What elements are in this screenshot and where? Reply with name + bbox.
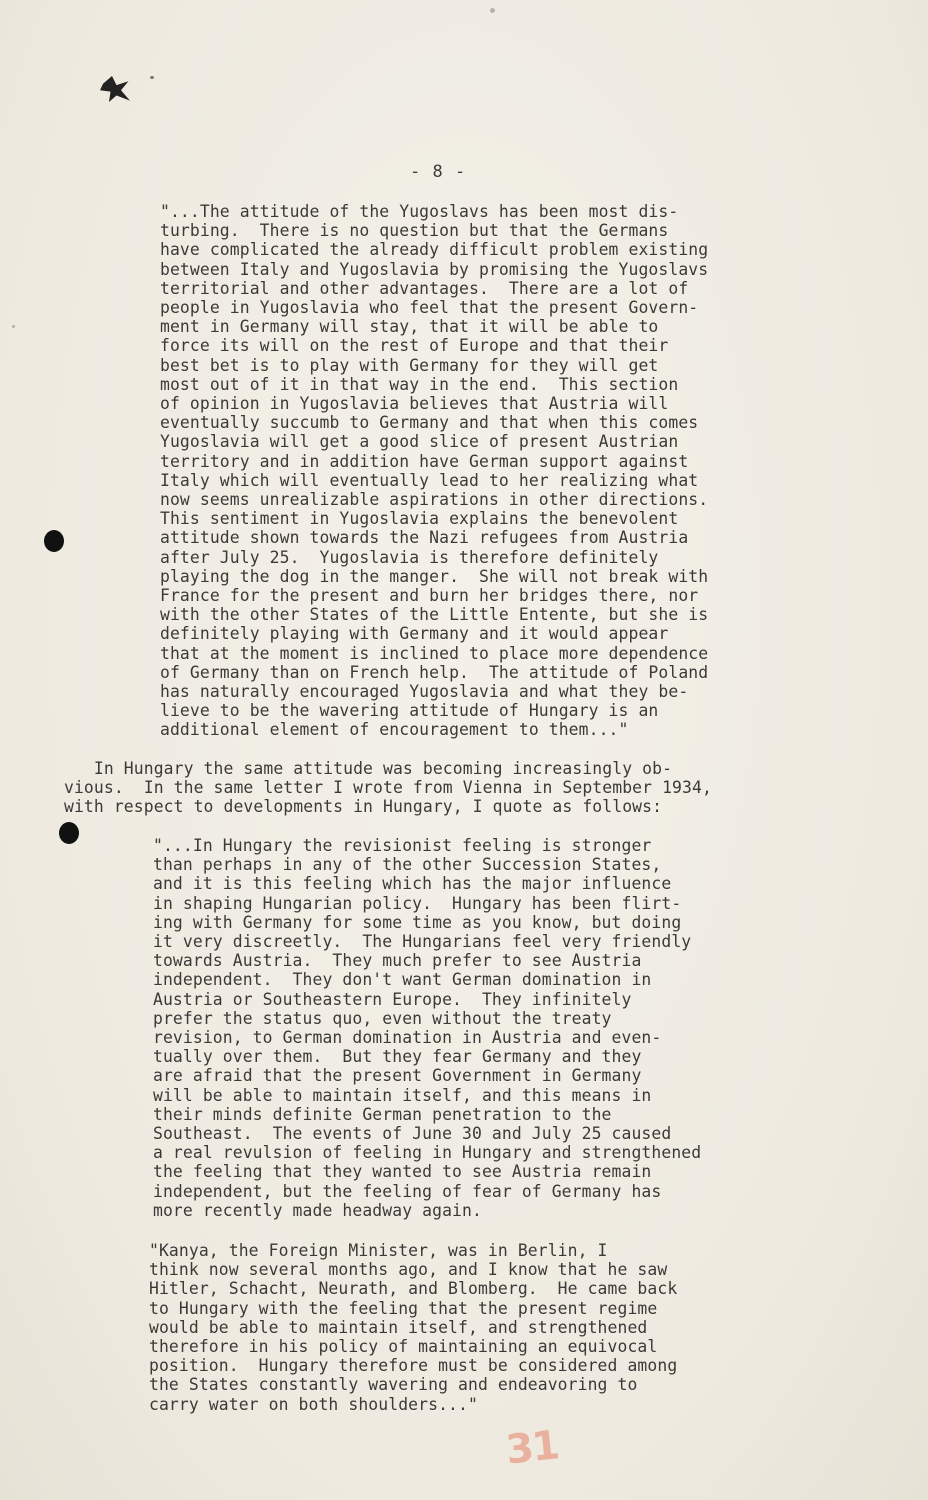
text-line: has naturally encouraged Yugoslavia and what they be- bbox=[160, 682, 689, 702]
text-line: definitely playing with Germany and it would appear bbox=[160, 624, 669, 644]
text-line: territorial and other advantages. There are a lot of bbox=[160, 278, 689, 298]
text-line: independent, but the feeling of fear of Germany has bbox=[153, 1181, 662, 1201]
text-line: "...In Hungary the revisionist feeling is stronger bbox=[153, 836, 652, 855]
text-line: position. Hungary therefore must be considered among bbox=[149, 1356, 678, 1376]
text-line: the feeling that they wanted to see Austria remain bbox=[153, 1162, 652, 1182]
text-line: towards Austria. They much prefer to see Austria bbox=[153, 951, 642, 971]
text-line: prefer the status quo, even without the treaty bbox=[153, 1008, 612, 1028]
text-line: additional element of encouragement to them..." bbox=[160, 720, 629, 740]
text-line: people in Yugoslavia who feel that the present Govern- bbox=[160, 298, 699, 318]
text-line: the States constantly wavering and endeavoring to bbox=[149, 1375, 638, 1395]
ink-speck bbox=[490, 8, 495, 13]
text-line: "Kanya, the Foreign Minister, was in Berlin, I bbox=[149, 1241, 608, 1260]
text-line: after July 25. Yugoslavia is therefore definitely bbox=[160, 547, 659, 567]
text-line: ing with Germany for some time as you know, but doing bbox=[153, 912, 682, 932]
text-line: attitude shown towards the Nazi refugees from Austria bbox=[160, 528, 689, 548]
text-line: Hitler, Schacht, Neurath, and Blomberg. He came back bbox=[149, 1279, 678, 1299]
text-line: think now several months ago, and I know that he saw bbox=[149, 1260, 668, 1280]
page-stamp-number: 31 bbox=[503, 1422, 560, 1474]
text-line: than perhaps in any of the other Succession States, bbox=[153, 855, 662, 875]
text-line: most out of it in that way in the end. This section bbox=[160, 374, 679, 394]
ink-speck bbox=[150, 76, 154, 79]
punch-hole-lower bbox=[59, 822, 79, 844]
quote-yugoslavia bbox=[160, 202, 708, 740]
text-line: force its will on the rest of Europe and that their bbox=[160, 336, 669, 356]
text-line: Italy which will eventually lead to her realizing what bbox=[160, 470, 699, 490]
text-line: This sentiment in Yugoslavia explains the benevolent bbox=[160, 509, 679, 529]
text-line: of Germany than on French help. The attitude of Poland bbox=[160, 662, 709, 682]
text-line: eventually succumb to Germany and that when this comes bbox=[160, 413, 699, 433]
text-line: and it is this feeling which has the major influence bbox=[153, 874, 672, 894]
text-line: to Hungary with the feeling that the present regime bbox=[149, 1298, 658, 1318]
text-line: France for the present and burn her bridges there, nor bbox=[160, 586, 699, 606]
text-line: In Hungary the same attitude was becoming increasingly ob- bbox=[64, 759, 673, 778]
text-line: territory and in addition have German support against bbox=[160, 451, 689, 471]
quote-kanya-berlin bbox=[149, 1241, 677, 1414]
text-line: a real revulsion of feeling in Hungary and strengthened bbox=[153, 1143, 702, 1163]
text-line: vious. In the same letter I wrote from Vienna in September 1934, bbox=[64, 778, 712, 798]
text-line: are afraid that the present Government in Germany bbox=[153, 1066, 642, 1086]
text-line: with respect to developments in Hungary, I quote as follows: bbox=[64, 797, 663, 817]
ink-blot-mark bbox=[100, 76, 130, 102]
text-line: will be able to maintain itself, and this means in bbox=[153, 1085, 652, 1105]
text-line: that at the moment is inclined to place more dependence bbox=[160, 643, 709, 663]
punch-hole-upper bbox=[44, 530, 64, 552]
text-line: of opinion in Yugoslavia believes that Austria will bbox=[160, 394, 669, 414]
text-line: revision, to German domination in Austria and even- bbox=[153, 1028, 662, 1048]
text-line: more recently made headway again. bbox=[153, 1200, 482, 1220]
text-line: Austria or Southeastern Europe. They infinitely bbox=[153, 989, 632, 1009]
body-paragraph-hungary bbox=[64, 759, 712, 817]
text-line: therefore in his policy of maintaining an equivocal bbox=[149, 1337, 658, 1357]
text-line: have complicated the already difficult problem existing bbox=[160, 240, 709, 260]
text-line: turbing. There is no question but that the Germans bbox=[160, 221, 669, 241]
text-line: playing the dog in the manger. She will not break with bbox=[160, 566, 709, 586]
text-line: "...The attitude of the Yugoslavs has been most dis- bbox=[160, 202, 679, 221]
text-line: their minds definite German penetration to the bbox=[153, 1104, 612, 1124]
text-line: between Italy and Yugoslavia by promising the Yugoslavs bbox=[160, 259, 709, 279]
text-line: would be able to maintain itself, and strengthened bbox=[149, 1317, 648, 1337]
text-line: with the other States of the Little Entente, but she is bbox=[160, 605, 709, 625]
text-line: tually over them. But they fear Germany and they bbox=[153, 1047, 642, 1067]
text-line: Yugoslavia will get a good slice of present Austrian bbox=[160, 432, 679, 452]
text-line: best bet is to play with Germany for they will get bbox=[160, 355, 659, 375]
ink-speck bbox=[12, 325, 15, 328]
text-line: now seems unrealizable aspirations in other directions. bbox=[160, 490, 709, 510]
text-line: carry water on both shoulders..." bbox=[149, 1394, 478, 1414]
text-line: lieve to be the wavering attitude of Hungary is an bbox=[160, 701, 659, 721]
text-line: in shaping Hungarian policy. Hungary has been flirt- bbox=[153, 893, 682, 913]
text-line: ment in Germany will stay, that it will be able to bbox=[160, 317, 659, 337]
page-number: - 8 - bbox=[410, 162, 467, 182]
quote-hungary-revisionist bbox=[153, 836, 701, 1220]
text-line: Southeast. The events of June 30 and July 25 caused bbox=[153, 1124, 672, 1144]
text-line: independent. They don't want German domination in bbox=[153, 970, 652, 990]
text-line: it very discreetly. The Hungarians feel very friendly bbox=[153, 932, 692, 952]
